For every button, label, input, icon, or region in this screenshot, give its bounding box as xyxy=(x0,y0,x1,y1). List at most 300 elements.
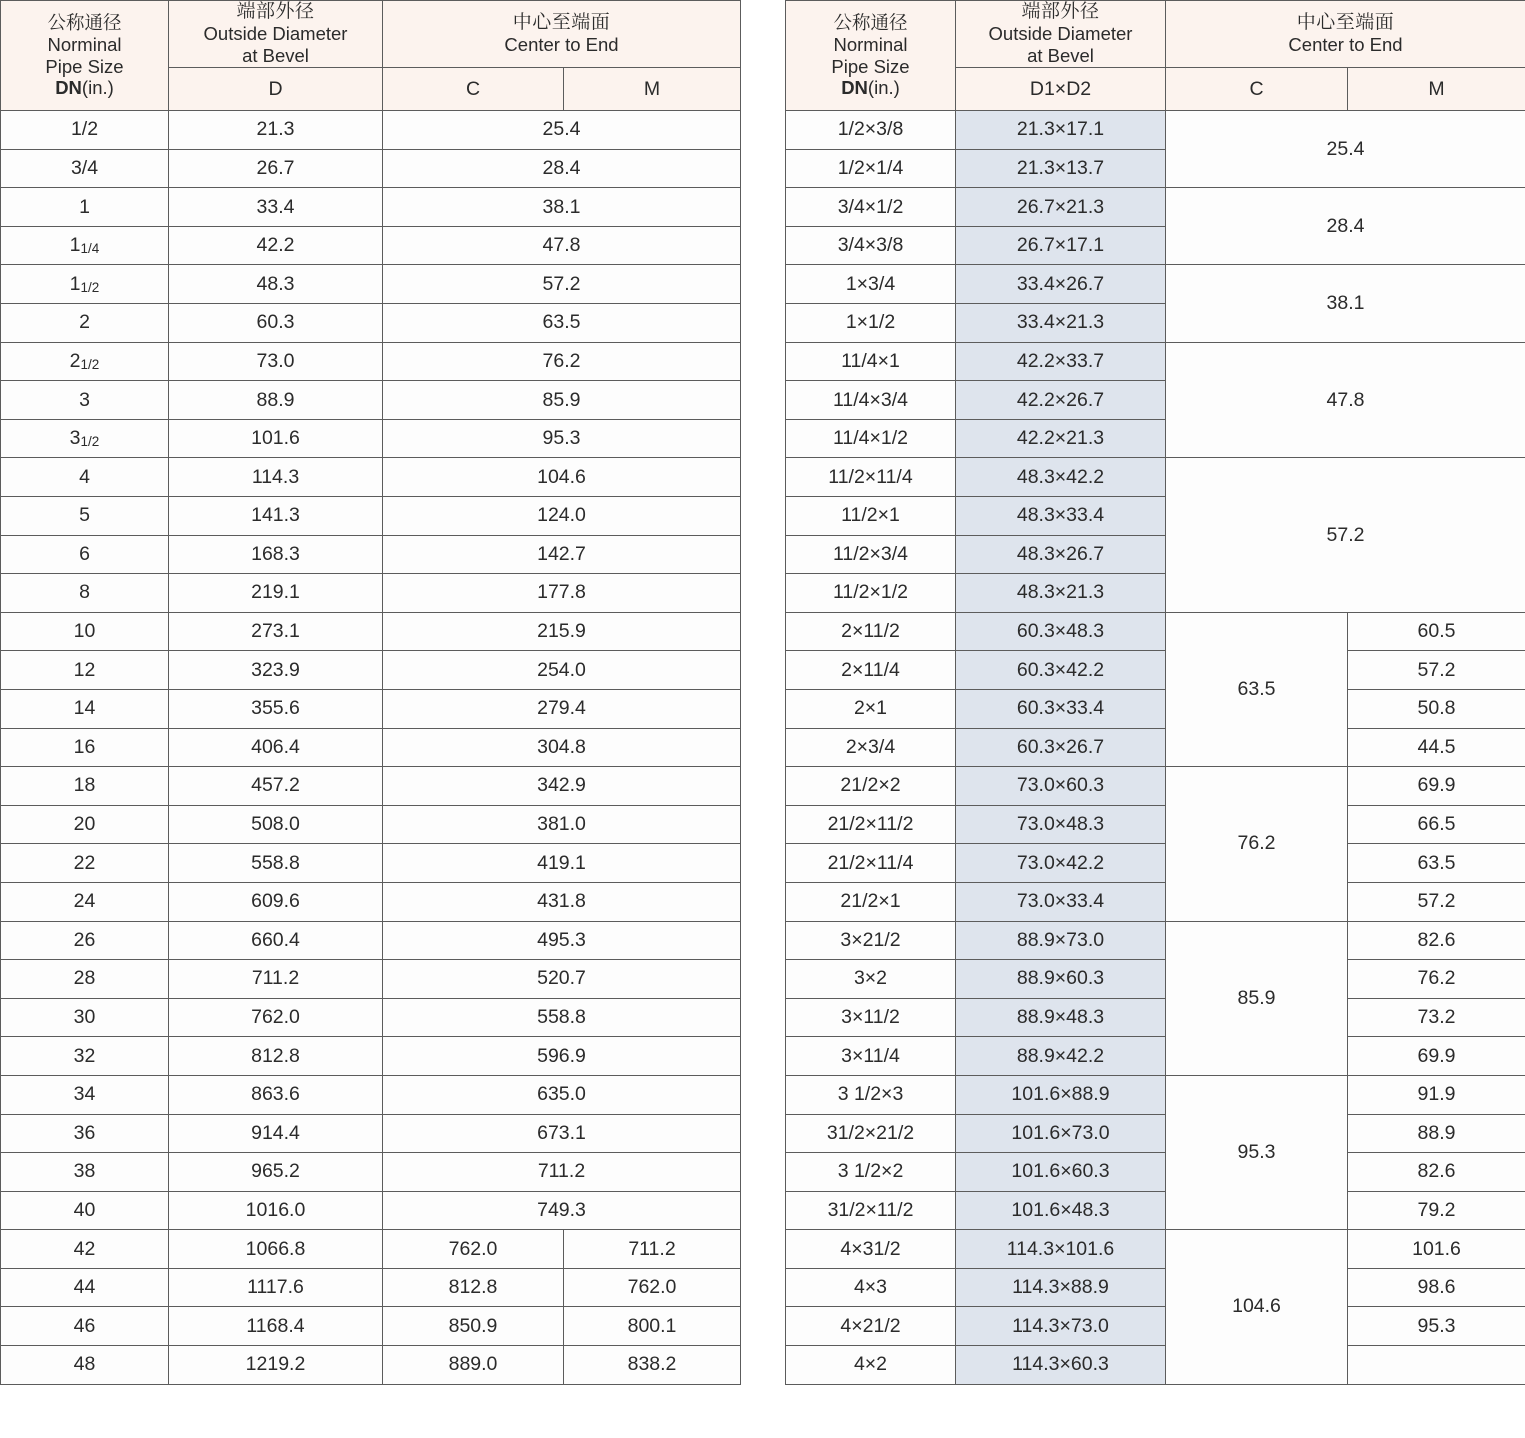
header-od-cn: 端部外径 xyxy=(236,1,315,22)
header-center-to-end xyxy=(1166,1,1525,68)
cell-outside-diameter: 1016.0 xyxy=(169,1191,383,1230)
header-sub-c: C xyxy=(383,68,564,111)
cell-nominal-pipe-size: 11/2×1/2 xyxy=(786,574,956,613)
cell-center-to-end-merged: 254.0 xyxy=(383,651,741,690)
cell-nominal-pipe-size: 2×11/2 xyxy=(786,612,956,651)
cell-outside-diameter: 558.8 xyxy=(169,844,383,883)
cell-center-to-end-m: 73.2 xyxy=(1348,998,1525,1037)
table-row xyxy=(786,1191,1525,1230)
cell-nominal-pipe-size: 11/4×1 xyxy=(786,342,956,381)
cell-nominal-pipe-size: 14 xyxy=(1,689,169,728)
cell-center-to-end-m: 98.6 xyxy=(1348,1268,1525,1307)
cell-center-to-end-m: 95.3 xyxy=(1348,1307,1525,1346)
header-sub-c: C xyxy=(1166,68,1348,111)
cell-outside-diameter-d1d2: 114.3×73.0 xyxy=(956,1307,1166,1346)
cell-nominal-pipe-size: 22 xyxy=(1,844,169,883)
cell-outside-diameter-d1d2: 73.0×48.3 xyxy=(956,805,1166,844)
cell-center-to-end-m: 69.9 xyxy=(1348,767,1525,806)
table-row xyxy=(1,767,741,806)
cell-center-to-end-m: 76.2 xyxy=(1348,960,1525,999)
header-nominal-pipe-size xyxy=(1,1,169,111)
table-row xyxy=(786,805,1525,844)
cell-center-to-end-merged: 749.3 xyxy=(383,1191,741,1230)
cell-nominal-pipe-size: 46 xyxy=(1,1307,169,1346)
table-row xyxy=(1,419,741,458)
header-dn-bold: DN xyxy=(55,77,82,99)
cell-center-to-end-m: 57.2 xyxy=(1348,882,1525,921)
cell-outside-diameter: 609.6 xyxy=(169,882,383,921)
cell-outside-diameter: 355.6 xyxy=(169,689,383,728)
cell-outside-diameter-d1d2: 73.0×60.3 xyxy=(956,767,1166,806)
cell-outside-diameter: 273.1 xyxy=(169,612,383,651)
cell-nominal-pipe-size: 42 xyxy=(1,1230,169,1269)
cell-nominal-pipe-size: 2 xyxy=(1,304,169,343)
cell-center-to-end-merged: 63.5 xyxy=(383,304,741,343)
cell-nominal-pipe-size: 36 xyxy=(1,1114,169,1153)
cell-center-to-end-merged: 104.6 xyxy=(383,458,741,497)
cell-nominal-pipe-size: 31/2×11/2 xyxy=(786,1191,956,1230)
table-row xyxy=(786,111,1525,150)
cell-center-to-end-c: 76.2 xyxy=(1166,767,1348,921)
cell-outside-diameter-d1d2: 48.3×26.7 xyxy=(956,535,1166,574)
cell-outside-diameter-d1d2: 26.7×17.1 xyxy=(956,226,1166,265)
header-sub-m: M xyxy=(1348,68,1525,111)
cell-outside-diameter-d1d2: 114.3×60.3 xyxy=(956,1346,1166,1385)
table-header xyxy=(1,1,741,111)
header-od-en1: Outside Diameter xyxy=(203,23,348,45)
cell-nominal-pipe-size: 40 xyxy=(1,1191,169,1230)
cell-nominal-pipe-size: 3/4×3/8 xyxy=(786,226,956,265)
cell-outside-diameter-d1d2: 88.9×60.3 xyxy=(956,960,1166,999)
cell-outside-diameter: 114.3 xyxy=(169,458,383,497)
cell-outside-diameter: 863.6 xyxy=(169,1075,383,1114)
table-row xyxy=(1,342,741,381)
cell-nominal-pipe-size: 30 xyxy=(1,998,169,1037)
cell-center-to-end-m: 88.9 xyxy=(1348,1114,1525,1153)
cell-center-to-end-merged: 38.1 xyxy=(383,188,741,227)
cell-center-to-end-merged: 95.3 xyxy=(383,419,741,458)
cell-nominal-pipe-size: 20 xyxy=(1,805,169,844)
cell-center-to-end-m: 50.8 xyxy=(1348,689,1525,728)
cell-nominal-pipe-size: 3/4×1/2 xyxy=(786,188,956,227)
table-row xyxy=(1,960,741,999)
cell-center-to-end-c: 104.6 xyxy=(1166,1230,1348,1384)
cell-outside-diameter-d1d2: 101.6×48.3 xyxy=(956,1191,1166,1230)
cell-nominal-pipe-size: 2×11/4 xyxy=(786,651,956,690)
cell-center-to-end-m: 69.9 xyxy=(1348,1037,1525,1076)
table-row xyxy=(786,728,1525,767)
dn-fraction: 1/2 xyxy=(80,434,100,450)
cell-nominal-pipe-size: 11/2×1 xyxy=(786,497,956,536)
cell-nominal-pipe-size: 11/4×1/2 xyxy=(786,419,956,458)
straight-fitting-table-wrapper xyxy=(0,0,740,1385)
cell-nominal-pipe-size: 2×1 xyxy=(786,689,956,728)
cell-nominal-pipe-size: 4×21/2 xyxy=(786,1307,956,1346)
cell-nominal-pipe-size: 3×2 xyxy=(786,960,956,999)
cell-nominal-pipe-size: 31/2×21/2 xyxy=(786,1114,956,1153)
cell-center-to-end-c: 38.1 xyxy=(1166,265,1525,342)
cell-outside-diameter: 812.8 xyxy=(169,1037,383,1076)
cell-nominal-pipe-size xyxy=(1,342,169,381)
cell-center-to-end-m: 60.5 xyxy=(1348,612,1525,651)
cell-outside-diameter: 73.0 xyxy=(169,342,383,381)
cell-outside-diameter: 660.4 xyxy=(169,921,383,960)
cell-outside-diameter-d1d2: 48.3×42.2 xyxy=(956,458,1166,497)
table-row xyxy=(786,188,1525,227)
header-od-en1: Outside Diameter xyxy=(988,23,1133,45)
cell-outside-diameter-d1d2: 60.3×42.2 xyxy=(956,651,1166,690)
header-nps-en1: Norminal xyxy=(47,33,122,55)
table-row xyxy=(1,149,741,188)
cell-outside-diameter-d1d2: 101.6×60.3 xyxy=(956,1153,1166,1192)
table-row xyxy=(1,458,741,497)
header-sub-d: D xyxy=(169,68,383,111)
cell-nominal-pipe-size xyxy=(1,226,169,265)
table-row xyxy=(786,1307,1525,1346)
cell-nominal-pipe-size: 4×2 xyxy=(786,1346,956,1385)
header-nps-en1: Norminal xyxy=(833,33,908,55)
cell-center-to-end-m: 711.2 xyxy=(564,1230,741,1269)
cell-nominal-pipe-size: 3×11/2 xyxy=(786,998,956,1037)
cell-nominal-pipe-size: 10 xyxy=(1,612,169,651)
header-sub-m: M xyxy=(564,68,741,111)
table-row xyxy=(786,921,1525,960)
table-row xyxy=(1,188,741,227)
cell-nominal-pipe-size: 48 xyxy=(1,1346,169,1385)
cell-nominal-pipe-size: 3×21/2 xyxy=(786,921,956,960)
header-sub-d1d2: D1×D2 xyxy=(956,68,1166,111)
cell-outside-diameter: 168.3 xyxy=(169,535,383,574)
cell-nominal-pipe-size: 1/2×3/8 xyxy=(786,111,956,150)
dn-fraction: 1/2 xyxy=(80,356,100,372)
header-od-cn: 端部外径 xyxy=(1021,1,1100,22)
cell-nominal-pipe-size: 3 1/2×2 xyxy=(786,1153,956,1192)
cell-center-to-end-c: 850.9 xyxy=(383,1307,564,1346)
cell-outside-diameter: 60.3 xyxy=(169,304,383,343)
cell-center-to-end-merged: 635.0 xyxy=(383,1075,741,1114)
cell-nominal-pipe-size: 34 xyxy=(1,1075,169,1114)
cell-nominal-pipe-size: 2×3/4 xyxy=(786,728,956,767)
cell-center-to-end-c: 812.8 xyxy=(383,1268,564,1307)
cell-outside-diameter: 26.7 xyxy=(169,149,383,188)
cell-center-to-end-m: 82.6 xyxy=(1348,1153,1525,1192)
cell-outside-diameter: 21.3 xyxy=(169,111,383,150)
cell-center-to-end-m: 79.2 xyxy=(1348,1191,1525,1230)
cell-center-to-end-merged: 142.7 xyxy=(383,535,741,574)
cell-nominal-pipe-size: 3×11/4 xyxy=(786,1037,956,1076)
cell-outside-diameter-d1d2: 101.6×73.0 xyxy=(956,1114,1166,1153)
cell-nominal-pipe-size: 28 xyxy=(1,960,169,999)
header-nominal-pipe-size xyxy=(786,1,956,111)
table-row xyxy=(786,458,1525,497)
cell-outside-diameter-d1d2: 48.3×33.4 xyxy=(956,497,1166,536)
cell-nominal-pipe-size: 3/4 xyxy=(1,149,169,188)
header-outside-diameter xyxy=(956,1,1166,68)
header-od-en2: at Bevel xyxy=(242,45,309,67)
cell-outside-diameter: 141.3 xyxy=(169,497,383,536)
table-row xyxy=(1,1346,741,1385)
cell-outside-diameter-d1d2: 42.2×26.7 xyxy=(956,381,1166,420)
table-row xyxy=(1,226,741,265)
cell-nominal-pipe-size: 11/2×11/4 xyxy=(786,458,956,497)
header-nps-cn: 公称通径 xyxy=(47,11,122,33)
dn-whole: 2 xyxy=(69,349,81,372)
cell-nominal-pipe-size: 44 xyxy=(1,1268,169,1307)
table-row xyxy=(1,998,741,1037)
cell-center-to-end-m: 762.0 xyxy=(564,1268,741,1307)
table-row xyxy=(1,1191,741,1230)
cell-outside-diameter-d1d2: 114.3×101.6 xyxy=(956,1230,1166,1269)
table-row xyxy=(786,960,1525,999)
cell-center-to-end-merged: 177.8 xyxy=(383,574,741,613)
table-row xyxy=(786,1153,1525,1192)
table-row xyxy=(1,921,741,960)
cell-nominal-pipe-size: 4×3 xyxy=(786,1268,956,1307)
cell-center-to-end-c: 63.5 xyxy=(1166,612,1348,766)
cell-nominal-pipe-size xyxy=(1,419,169,458)
table-row xyxy=(1,574,741,613)
cell-nominal-pipe-size: 38 xyxy=(1,1153,169,1192)
cell-center-to-end-merged: 711.2 xyxy=(383,1153,741,1192)
cell-outside-diameter-d1d2: 101.6×88.9 xyxy=(956,1075,1166,1114)
table-row xyxy=(1,882,741,921)
cell-nominal-pipe-size: 21/2×1 xyxy=(786,882,956,921)
cell-outside-diameter-d1d2: 60.3×26.7 xyxy=(956,728,1166,767)
table-row xyxy=(1,304,741,343)
cell-center-to-end-m: 800.1 xyxy=(564,1307,741,1346)
straight-fitting-table xyxy=(0,0,741,1385)
table-row xyxy=(786,998,1525,1037)
cell-center-to-end-m: 44.5 xyxy=(1348,728,1525,767)
table-row xyxy=(1,1075,741,1114)
header-nps-dn xyxy=(786,77,955,99)
table-row xyxy=(786,265,1525,304)
cell-nominal-pipe-size: 11/2×3/4 xyxy=(786,535,956,574)
cell-nominal-pipe-size: 18 xyxy=(1,767,169,806)
cell-outside-diameter: 1117.6 xyxy=(169,1268,383,1307)
cell-nominal-pipe-size: 4 xyxy=(1,458,169,497)
table-gap xyxy=(740,0,785,1)
cell-nominal-pipe-size: 24 xyxy=(1,882,169,921)
header-nps-cn: 公称通径 xyxy=(833,11,908,33)
cell-outside-diameter: 457.2 xyxy=(169,767,383,806)
table-row xyxy=(1,805,741,844)
cell-outside-diameter-d1d2: 73.0×42.2 xyxy=(956,844,1166,883)
header-nps-en2: Pipe Size xyxy=(831,55,910,77)
table-row xyxy=(786,1114,1525,1153)
cell-nominal-pipe-size: 3 1/2×3 xyxy=(786,1075,956,1114)
header-cte-en: Center to End xyxy=(504,34,619,56)
header-cte-en: Center to End xyxy=(1288,34,1403,56)
cell-center-to-end-merged: 342.9 xyxy=(383,767,741,806)
cell-outside-diameter-d1d2: 48.3×21.3 xyxy=(956,574,1166,613)
cell-center-to-end-c: 762.0 xyxy=(383,1230,564,1269)
table-row xyxy=(1,111,741,150)
cell-center-to-end-merged: 431.8 xyxy=(383,882,741,921)
dn-whole: 3 xyxy=(69,427,81,450)
table-row xyxy=(1,844,741,883)
table-row xyxy=(1,1268,741,1307)
cell-center-to-end-m xyxy=(1348,1346,1525,1385)
cell-nominal-pipe-size: 26 xyxy=(1,921,169,960)
header-cte-cn: 中心至端面 xyxy=(1296,11,1395,33)
cell-outside-diameter-d1d2: 33.4×21.3 xyxy=(956,304,1166,343)
table-row xyxy=(786,612,1525,651)
cell-nominal-pipe-size: 12 xyxy=(1,651,169,690)
cell-outside-diameter: 965.2 xyxy=(169,1153,383,1192)
cell-nominal-pipe-size: 11/4×3/4 xyxy=(786,381,956,420)
cell-center-to-end-m: 101.6 xyxy=(1348,1230,1525,1269)
cell-nominal-pipe-size: 8 xyxy=(1,574,169,613)
cell-outside-diameter: 508.0 xyxy=(169,805,383,844)
cell-outside-diameter: 48.3 xyxy=(169,265,383,304)
table-row xyxy=(1,497,741,536)
table-row xyxy=(786,689,1525,728)
reducing-fitting-table xyxy=(785,0,1525,1385)
table-row xyxy=(1,689,741,728)
table-body xyxy=(1,111,741,1385)
cell-center-to-end-merged: 495.3 xyxy=(383,921,741,960)
cell-center-to-end-m: 66.5 xyxy=(1348,805,1525,844)
cell-center-to-end-m: 63.5 xyxy=(1348,844,1525,883)
cell-outside-diameter-d1d2: 26.7×21.3 xyxy=(956,188,1166,227)
cell-nominal-pipe-size: 5 xyxy=(1,497,169,536)
dn-whole: 1 xyxy=(69,272,81,295)
cell-nominal-pipe-size: 1 xyxy=(1,188,169,227)
cell-center-to-end-merged: 520.7 xyxy=(383,960,741,999)
cell-outside-diameter-d1d2: 114.3×88.9 xyxy=(956,1268,1166,1307)
cell-center-to-end-merged: 673.1 xyxy=(383,1114,741,1153)
table-row xyxy=(1,1153,741,1192)
cell-center-to-end-merged: 419.1 xyxy=(383,844,741,883)
cell-nominal-pipe-size: 1/2×1/4 xyxy=(786,149,956,188)
cell-nominal-pipe-size: 4×31/2 xyxy=(786,1230,956,1269)
cell-center-to-end-c: 25.4 xyxy=(1166,111,1525,188)
table-row xyxy=(1,651,741,690)
cell-outside-diameter: 42.2 xyxy=(169,226,383,265)
cell-nominal-pipe-size xyxy=(1,265,169,304)
cell-outside-diameter: 1066.8 xyxy=(169,1230,383,1269)
table-header xyxy=(786,1,1525,111)
cell-outside-diameter-d1d2: 73.0×33.4 xyxy=(956,882,1166,921)
header-dn-unit: (in.) xyxy=(81,77,114,99)
cell-outside-diameter-d1d2: 21.3×17.1 xyxy=(956,111,1166,150)
cell-nominal-pipe-size: 6 xyxy=(1,535,169,574)
table-row xyxy=(1,1230,741,1269)
table-row xyxy=(786,1075,1525,1114)
table-row xyxy=(1,535,741,574)
cell-outside-diameter: 711.2 xyxy=(169,960,383,999)
table-row xyxy=(786,844,1525,883)
cell-outside-diameter-d1d2: 42.2×21.3 xyxy=(956,419,1166,458)
table-row xyxy=(1,265,741,304)
cell-outside-diameter: 101.6 xyxy=(169,419,383,458)
cell-center-to-end-m: 91.9 xyxy=(1348,1075,1525,1114)
cell-center-to-end-merged: 215.9 xyxy=(383,612,741,651)
cell-outside-diameter: 219.1 xyxy=(169,574,383,613)
dn-fraction: 1/2 xyxy=(80,279,100,295)
table-row xyxy=(1,1307,741,1346)
table-row xyxy=(786,882,1525,921)
cell-center-to-end-merged: 25.4 xyxy=(383,111,741,150)
header-nps-dn xyxy=(1,77,168,99)
cell-center-to-end-merged: 47.8 xyxy=(383,226,741,265)
cell-center-to-end-c: 889.0 xyxy=(383,1346,564,1385)
header-center-to-end xyxy=(383,1,741,68)
cell-outside-diameter: 33.4 xyxy=(169,188,383,227)
table-row xyxy=(1,728,741,767)
cell-nominal-pipe-size: 32 xyxy=(1,1037,169,1076)
cell-nominal-pipe-size: 1×1/2 xyxy=(786,304,956,343)
cell-center-to-end-m: 838.2 xyxy=(564,1346,741,1385)
cell-center-to-end-merged: 279.4 xyxy=(383,689,741,728)
table-row xyxy=(1,1037,741,1076)
table-row xyxy=(1,1114,741,1153)
table-row xyxy=(786,342,1525,381)
table-row xyxy=(1,381,741,420)
cell-outside-diameter-d1d2: 88.9×73.0 xyxy=(956,921,1166,960)
header-cte-cn: 中心至端面 xyxy=(512,11,611,33)
cell-center-to-end-merged: 558.8 xyxy=(383,998,741,1037)
header-nps-en2: Pipe Size xyxy=(45,55,124,77)
cell-nominal-pipe-size: 21/2×11/2 xyxy=(786,805,956,844)
header-dn-bold: DN xyxy=(841,77,868,99)
cell-center-to-end-c: 28.4 xyxy=(1166,188,1525,265)
cell-outside-diameter-d1d2: 88.9×42.2 xyxy=(956,1037,1166,1076)
cell-outside-diameter: 323.9 xyxy=(169,651,383,690)
header-outside-diameter xyxy=(169,1,383,68)
cell-center-to-end-merged: 57.2 xyxy=(383,265,741,304)
cell-outside-diameter: 1168.4 xyxy=(169,1307,383,1346)
cell-outside-diameter-d1d2: 60.3×48.3 xyxy=(956,612,1166,651)
cell-center-to-end-merged: 381.0 xyxy=(383,805,741,844)
header-dn-unit: (in.) xyxy=(867,77,900,99)
table-row xyxy=(786,767,1525,806)
cell-outside-diameter: 406.4 xyxy=(169,728,383,767)
dn-fraction: 1/4 xyxy=(80,241,100,257)
cell-outside-diameter-d1d2: 42.2×33.7 xyxy=(956,342,1166,381)
cell-center-to-end-c: 85.9 xyxy=(1166,921,1348,1075)
table-row xyxy=(786,1268,1525,1307)
cell-center-to-end-c: 57.2 xyxy=(1166,458,1525,612)
cell-center-to-end-c: 47.8 xyxy=(1166,342,1525,458)
cell-nominal-pipe-size: 1/2 xyxy=(1,111,169,150)
cell-outside-diameter: 762.0 xyxy=(169,998,383,1037)
header-od-en2: at Bevel xyxy=(1027,45,1094,67)
cell-outside-diameter-d1d2: 33.4×26.7 xyxy=(956,265,1166,304)
cell-nominal-pipe-size: 21/2×11/4 xyxy=(786,844,956,883)
cell-outside-diameter: 914.4 xyxy=(169,1114,383,1153)
cell-outside-diameter-d1d2: 88.9×48.3 xyxy=(956,998,1166,1037)
cell-center-to-end-merged: 76.2 xyxy=(383,342,741,381)
cell-outside-diameter-d1d2: 60.3×33.4 xyxy=(956,689,1166,728)
cell-nominal-pipe-size: 1×3/4 xyxy=(786,265,956,304)
cell-center-to-end-merged: 596.9 xyxy=(383,1037,741,1076)
table-body xyxy=(786,111,1525,1385)
table-row xyxy=(786,1230,1525,1269)
cell-outside-diameter-d1d2: 21.3×13.7 xyxy=(956,149,1166,188)
table-row xyxy=(786,1346,1525,1385)
cell-center-to-end-merged: 85.9 xyxy=(383,381,741,420)
cell-center-to-end-merged: 124.0 xyxy=(383,497,741,536)
cell-nominal-pipe-size: 16 xyxy=(1,728,169,767)
cell-outside-diameter: 1219.2 xyxy=(169,1346,383,1385)
cell-center-to-end-merged: 28.4 xyxy=(383,149,741,188)
cell-center-to-end-c: 95.3 xyxy=(1166,1075,1348,1229)
table-row xyxy=(786,1037,1525,1076)
dn-whole: 1 xyxy=(69,234,81,257)
cell-center-to-end-m: 57.2 xyxy=(1348,651,1525,690)
